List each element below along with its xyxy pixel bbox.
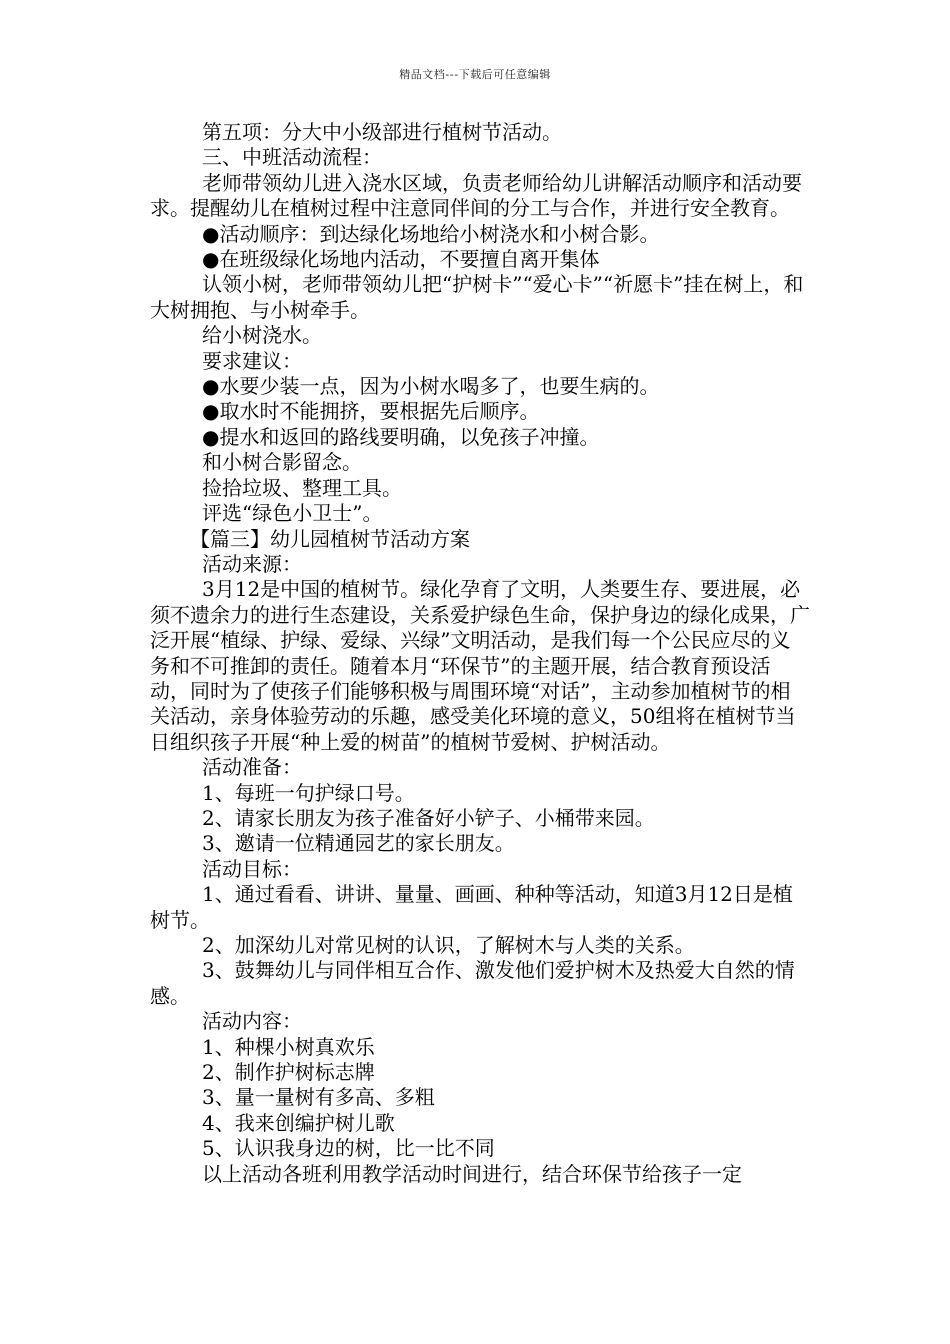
document-body (150, 120, 810, 1187)
section-title: 【篇三】幼儿园植树节活动方案 (190, 526, 470, 551)
page-header: 精品文档---下载后可任意编辑 (399, 68, 551, 81)
paragraph: 给小树浇水。 (202, 323, 322, 348)
bullet-item: ●提水和返回的路线要明确，以免孩子冲撞。 (202, 424, 600, 449)
paragraph: 活动准备： (202, 755, 302, 780)
bullet-item: ●水要少装一点，因为小树水喝多了，也要生病的。 (202, 374, 660, 399)
paragraph: 要求建议： (202, 348, 302, 373)
list-item: 4、我来创编护树儿歌 (202, 1110, 395, 1135)
bullet-item: ●在班级绿化场地内活动，不要擅自离开集体 (202, 247, 600, 272)
paragraph: 和小树合影留念。 (202, 450, 362, 475)
list-item: 2、请家长朋友为孩子准备好小铲子、小桶带来园。 (202, 805, 655, 830)
paragraph: 老师带领幼儿进入浇水区域，负责老师给幼儿讲解活动顺序和活动要求。提醒幼儿在植树过程中注意同伴间的分工与合作，并进行安全教育。 (150, 170, 802, 221)
list-item: 3、鼓舞幼儿与同伴相互合作、激发他们爱护树木及热爱大自然的情感。 (150, 958, 795, 1008)
paragraph: 评选“绿色小卫士”。 (202, 501, 383, 526)
section-heading: 三、中班活动流程： (202, 145, 382, 170)
paragraph: 认领小树，老师带领幼儿把“护树卡”“爱心卡”“祈愿卡”挂在树上，和大树拥抱、与小树牵手。 (150, 272, 804, 322)
list-item: 2、制作护树标志牌 (202, 1060, 375, 1085)
paragraph: 活动来源： (202, 551, 302, 576)
list-item: 2、加深幼儿对常见树的认识，了解树木与人类的关系。 (202, 933, 695, 957)
list-item: 5、认识我身边的树，比一比不同 (202, 1136, 495, 1161)
paragraph: 活动目标： (202, 856, 302, 881)
list-item: 3、邀请一位精通园艺的家长朋友。 (202, 831, 515, 856)
paragraph: 捡拾垃圾、整理工具。 (202, 475, 402, 500)
paragraph: 活动内容： (202, 1009, 302, 1034)
paragraph: 第五项：分大中小级部进行植树节活动。 (202, 120, 562, 144)
list-item: 1、种棵小树真欢乐 (202, 1034, 375, 1059)
list-item: 1、通过看看、讲讲、量量、画画、种种等活动，知道3月12日是植树节。 (150, 882, 793, 932)
list-item: 3、量一量树有多高、多粗 (202, 1085, 435, 1110)
bullet-item: ●取水时不能拥挤，要根据先后顺序。 (202, 399, 540, 424)
list-item: 1、每班一句护绿口号。 (202, 780, 415, 805)
paragraph: 以上活动各班利用教学活动时间进行，结合环保节给孩子一定 (202, 1161, 742, 1186)
bullet-item: ●活动顺序：到达绿化场地给小树浇水和小树合影。 (202, 221, 660, 246)
paragraph: 3月12是中国的植树节。绿化孕育了文明，人类要生存、要进展，必须不遗余力的进行生态建设，关系爱护绿色生命，保护身边的绿化成果，广泛开展“植绿、护绿、爱绿、兴绿”文明活动，是我们每一个公民应尽的义务和不可推卸的责任。随着本月“环保节”的主题开展，结合教育预设活动，同时为了使孩子们能够积极与周围环境“对话”，主动参加植树节的相关活动，亲身体验劳动的乐趣，感受美化环境的意义，50组将在植树节当日组织孩子开展“种上爱的树苗”的植树节爱树、护树活动。 (150, 577, 810, 754)
